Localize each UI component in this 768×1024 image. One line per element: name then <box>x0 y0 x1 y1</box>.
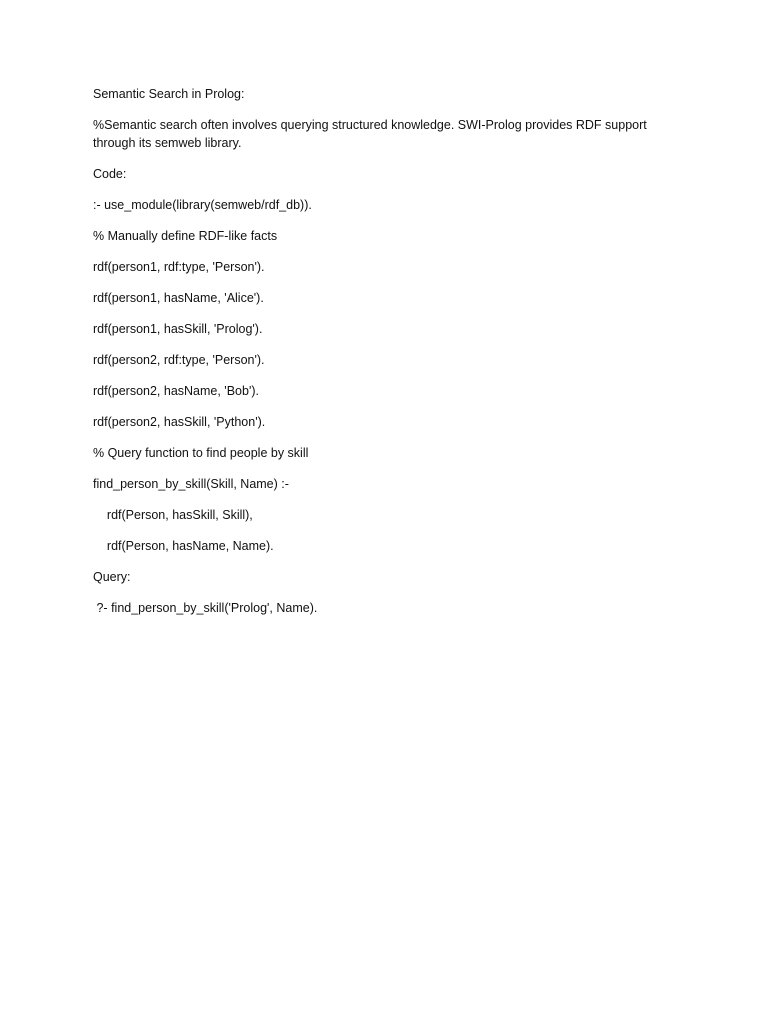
query-label: Query: <box>93 570 131 584</box>
code-line: rdf(person2, hasName, 'Bob'). <box>93 384 259 398</box>
intro-paragraph: %Semantic search often involves querying structured knowledge. SWI-Prolog provides RDF support through its semweb library. <box>93 118 651 150</box>
code-line: rdf(person2, rdf:type, 'Person'). <box>93 353 265 367</box>
code-label: Code: <box>93 167 127 181</box>
code-line: rdf(person1, rdf:type, 'Person'). <box>93 260 265 274</box>
query-line: ?- find_person_by_skill('Prolog', Name). <box>93 601 318 615</box>
code-line: rdf(Person, hasSkill, Skill), <box>93 508 253 522</box>
code-comment: % Query function to find people by skill <box>93 446 309 460</box>
code-comment: % Manually define RDF-like facts <box>93 229 278 243</box>
code-line: rdf(person1, hasSkill, 'Prolog'). <box>93 322 263 336</box>
code-line: rdf(Person, hasName, Name). <box>93 539 274 553</box>
code-line: rdf(person1, hasName, 'Alice'). <box>93 291 264 305</box>
document-title: Semantic Search in Prolog: <box>93 87 245 101</box>
code-line: rdf(person2, hasSkill, 'Python'). <box>93 415 266 429</box>
code-line: :- use_module(library(semweb/rdf_db)). <box>93 198 312 212</box>
code-line: find_person_by_skill(Skill, Name) :- <box>93 477 289 491</box>
